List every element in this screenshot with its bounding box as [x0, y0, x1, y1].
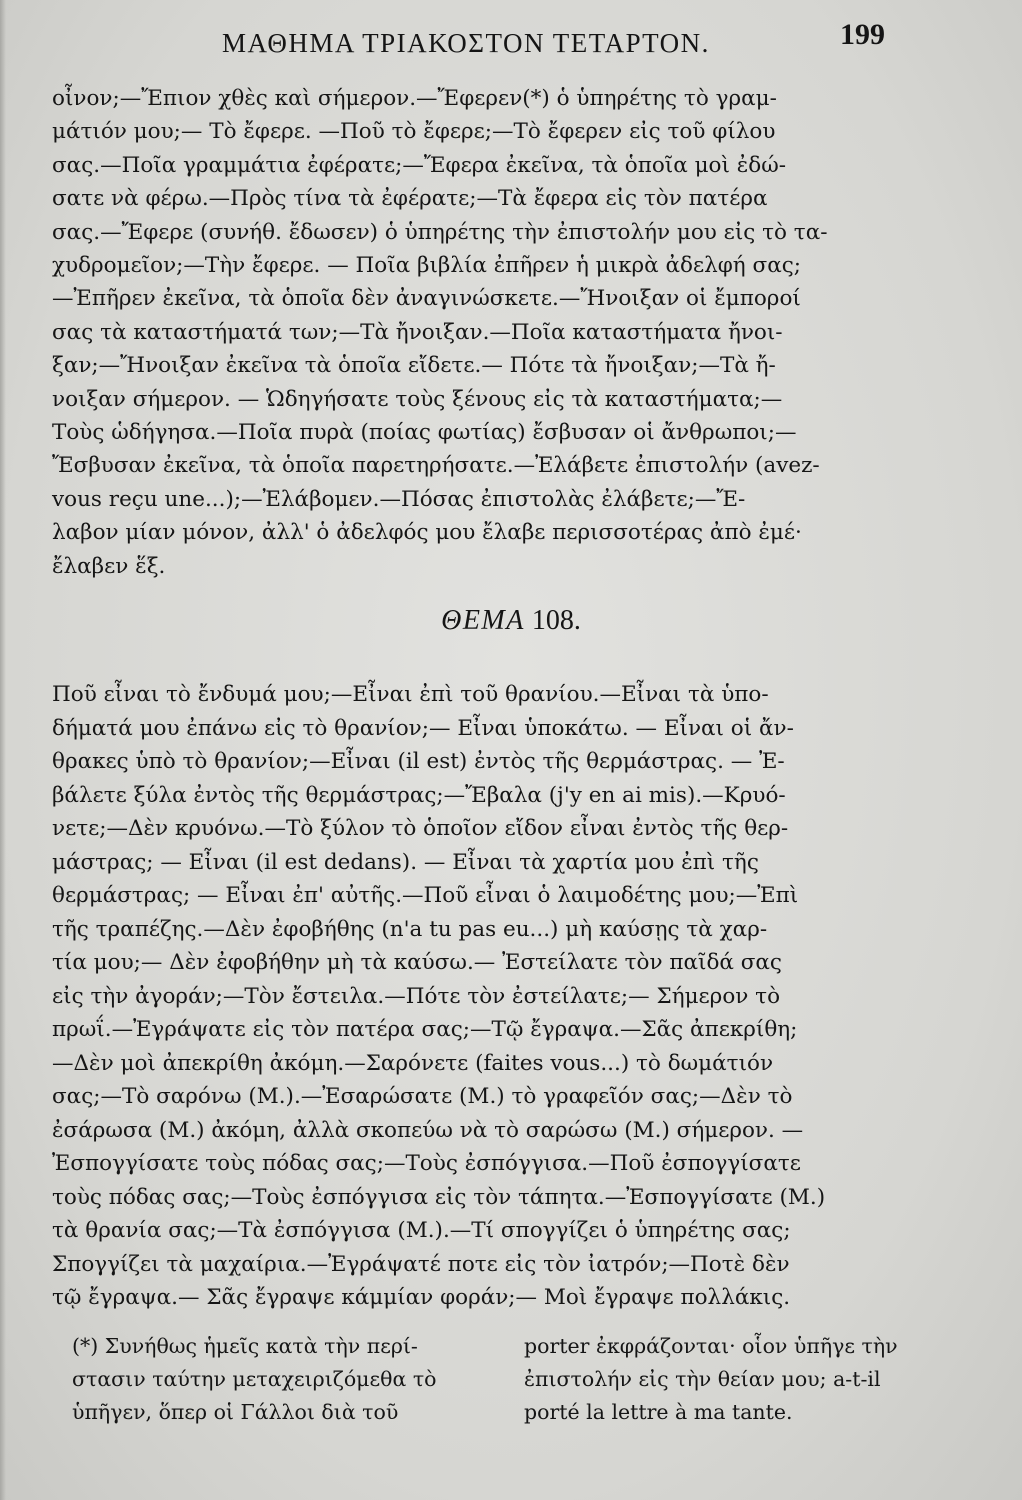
page-number: 199: [840, 18, 885, 51]
page-edge-shadow: [0, 0, 6, 1500]
footnote-left-column: (*) Συνήθως ἡμεῖς κατὰ τὴν περί- στασιν ταύτην μεταχειριζόμεθα τὸ ὑπῆγεν, ὅπερ οἱ Γάλλοι διὰ τοῦ: [72, 1334, 437, 1424]
section-heading: [0, 605, 1022, 637]
running-title: ΜΑΘΗΜΑ ΤΡΙΑΚΟΣΤΟΝ ΤΕΤΑΡΤΟΝ.: [222, 28, 710, 58]
section-number: 108.: [531, 605, 581, 636]
footnote-right-column: porter ἐκφράζονται· οἷον ὑπῆγε τὴν ἐπιστολήν εἰς τὴν θείαν μου; a-t-il porté la lettre à ma tante.: [524, 1334, 898, 1424]
footnote: [72, 1330, 902, 1440]
section-label: ΘΕΜΑ: [441, 605, 525, 636]
exercise-paragraph-1: οἶνον;—Ἔπιον χθὲς καὶ σήμερον.—Ἔφερεν(*) ὁ ὑπηρέτης τὸ γραμ- μάτιόν μου;— Τὸ ἔφερε. —Ποῦ τὸ ἔφερε;—Τὸ ἔφερεν εἰς τοῦ φίλου σας.—Ποῖα γραμμάτια ἐφέρατε;—Ἔφερα ἐκεῖνα, τὰ ὁποῖα μοὶ ἐδώ- σατε νὰ φέρω.—Πρὸς τίνα τὰ ἐφέρατε;—Τὰ ἔφερα εἰς τὸν πατέρα σας.—Ἔφερε (συνήθ. ἔδωσεν) ὁ ὑπηρέτης τὴν ἐπιστολήν μου εἰς τὸ τα- χυδρομεῖον;—Τὴν ἔφερε. — Ποῖα βιβλία ἐπῆρεν ἡ μικρὰ ἀδελφή σας; —Ἐπῆρεν ἐκεῖνα, τὰ ὁποῖα δὲν ἀναγινώσκετε.—Ἤνοιξαν οἱ ἔμποροί σας τὰ καταστήματά των;—Τὰ ἤνοιξαν.—Ποῖα καταστήματα ἤνοι- ξαν;—Ἤνοιξαν ἐκεῖνα τὰ ὁποῖα εἴδετε.— Πότε τὰ ἤνοιξαν;—Τὰ ἤ- νοιξαν σήμερον. — Ὡδηγήσατε τοὺς ξένους εἰς τὰ καταστήματα;— Τοὺς ὡδήγησα.—Ποῖα πυρὰ (ποίας φωτίας) ἔσβυσαν οἱ ἄνθρωποι;— Ἔσβυσαν ἐκεῖνα, τὰ ὁποῖα παρετηρήσατε.—Ἐλάβετε ἐπιστολήν (avez- vous reçu une...);—Ἐλάβομεν.—Πόσας ἐπιστολὰς ἐλάβετε;—Ἔ- λαβον μίαν μόνον, ἀλλ' ὁ ἀδελφός μου ἔλαβε περισσοτέρας ἀπὸ ἐμέ· ἔλαβεν ἕξ.: [52, 86, 828, 579]
page-header: [0, 18, 1022, 62]
exercise-paragraph-2: Ποῦ εἶναι τὸ ἔνδυμά μου;—Εἶναι ἐπὶ τοῦ θρανίου.—Εἶναι τὰ ὑπο- δήματά μου ἐπάνω εἰς τὸ θρανίον;— Εἶναι ὑποκάτω. — Εἶναι οἱ ἄν- θρακες ὑπὸ τὸ θρανίον;—Εἶναι (il est) ἐντὸς τῆς θερμάστρας. — Ἐ- βάλετε ξύλα ἐντὸς τῆς θερμάστρας;—Ἔβαλα (j'y en ai mis).—Κρυό- νετε;—Δὲν κρυόνω.—Τὸ ξύλον τὸ ὁποῖον εἴδον εἶναι ἐντὸς τῆς θερ- μάστρας; — Εἶναι (il est dedans). — Εἶναι τὰ χαρτία μου ἐπὶ τῆς θερμάστρας; — Εἶναι ἐπ' αὐτῆς.—Ποῦ εἶναι ὁ λαιμοδέτης μου;—Ἐπὶ τῆς τραπέζης.—Δὲν ἐφοβήθης (n'a tu pas eu...) μὴ καύσῃς τὰ χαρ- τία μου;— Δὲν ἐφοβήθην μὴ τὰ καύσω.— Ἐστείλατε τὸν παῖδά σας εἰς τὴν ἀγοράν;—Τὸν ἔστειλα.—Πότε τὸν ἐστείλατε;— Σήμερον τὸ πρωΐ.—Ἐγράψατε εἰς τὸν πατέρα σας;—Τῷ ἔγραψα.—Σᾶς ἀπεκρίθη; —Δὲν μοὶ ἀπεκρίθη ἀκόμη.—Σαρόνετε (faites vous...) τὸ δωμάτιόν σας;—Τὸ σαρόνω (Μ.).—Ἐσαρώσατε (Μ.) τὸ γραφεῖόν σας;—Δὲν τὸ ἐσάρωσα (Μ.) ἀκόμη, ἀλλὰ σκοπεύω νὰ τὸ σαρώσω (Μ.) σήμερον. — Ἐσπογγίσατε τοὺς πόδας σας;—Τοὺς ἐσπόγγισα.—Ποῦ ἐσπογγίσατε τοὺς πόδας σας;—Τοὺς ἐσπόγγισα εἰς τὸν τάπητα.—Ἐσπογγίσατε (Μ.) τὰ θρανία σας;—Τὰ ἐσπόγγισα (Μ.).—Τί σπογγίζει ὁ ὑπηρέτης σας; Σπογγίζει τὰ μαχαίρια.—Ἐγράψατέ ποτε εἰς τὸν ἰατρόν;—Ποτὲ δὲν τῷ ἔγραψα.— Σᾶς ἔγραψε κάμμίαν φοράν;— Μοὶ ἔγραψε πολλάκις.: [52, 682, 826, 1310]
